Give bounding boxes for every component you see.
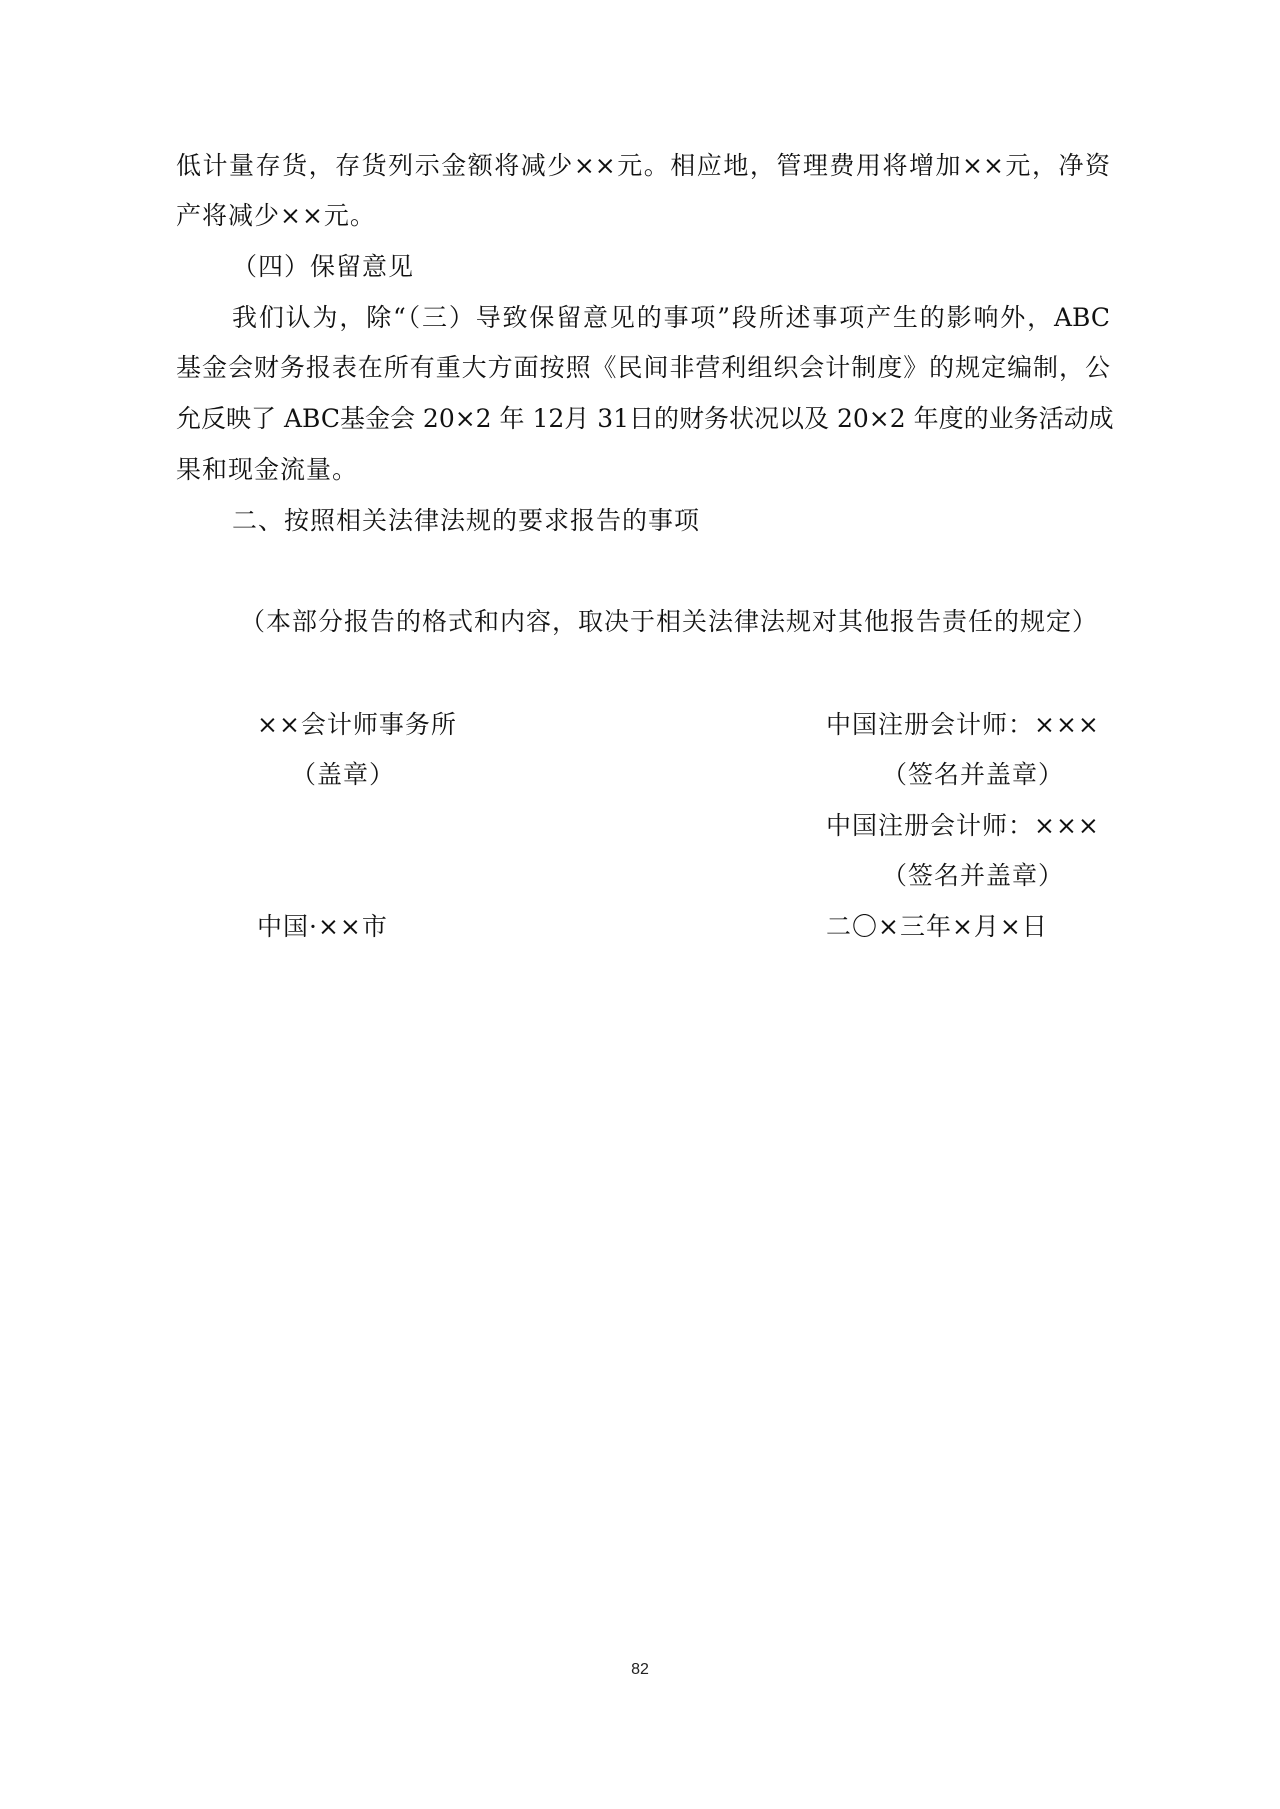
page-number: 82 [631,1661,649,1678]
paragraph-opinion-line-4: 果和现金流量。 [176,455,359,484]
section-heading-qualified-opinion: （四）保留意见 [232,252,415,281]
firm-name: ××会计师事务所 [257,710,457,739]
firm-seal-note: （盖章） [291,760,396,789]
report-location: 中国·××市 [257,912,388,941]
cpa-2-signature-note: （签名并盖章） [882,861,1065,890]
cpa-1-title: 中国注册会计师：××× [826,710,1100,739]
paragraph-opinion-line-3: 允反映了 ABC基金会 20×2 年 12月 31日的财务状况以及 20×2 年度的业务活动成 [176,404,1114,433]
section-heading-legal-matters: 二、按照相关法律法规的要求报告的事项 [232,506,701,535]
cpa-1-signature-note: （签名并盖章） [882,760,1065,789]
paragraph-line-2: 产将减少××元。 [176,201,376,230]
paragraph-opinion-line-2: 基金会财务报表在所有重大方面按照《民间非营利组织会计制度》的规定编制，公 [176,353,1110,382]
paragraph-line-1: 低计量存货，存货列示金额将减少××元。相应地，管理费用将增加××元，净资 [176,151,1110,180]
report-date: 二〇×三年×月×日 [826,912,1048,941]
paragraph-opinion-line-1: 我们认为，除“（三）导致保留意见的事项”段所述事项产生的影响外，ABC [232,303,1110,332]
cpa-2-title: 中国注册会计师：××× [826,811,1100,840]
report-format-note: （本部分报告的格式和内容，取决于相关法律法规对其他报告责任的规定） [240,607,1099,636]
